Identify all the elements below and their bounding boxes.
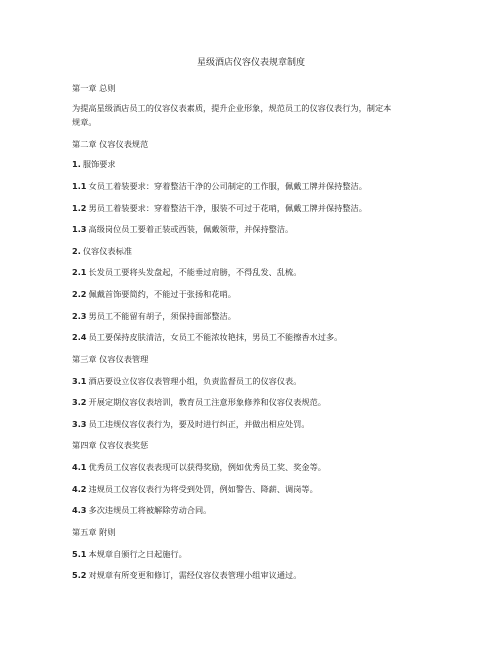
item-text: 高级岗位员工要着正装或西装，佩戴领带，并保持整洁。 — [88, 224, 294, 234]
list-item — [72, 418, 310, 430]
item-text: 酒店要设立仪容仪表管理小组，负责监督员工的仪容仪表。 — [88, 376, 302, 386]
item-number: 3.2 — [72, 397, 87, 407]
chapter-2-heading: 第二章 仪容仪表规范 — [72, 139, 149, 149]
item-number: 5.1 — [72, 549, 87, 559]
list-item — [72, 396, 326, 408]
section-number: 1. — [72, 159, 81, 169]
item-text: 本规章自颁行之日起施行。 — [88, 549, 187, 559]
chapter-3-heading: 第三章 仪容仪表管理 — [72, 354, 149, 364]
intro-line-1: 为提高星级酒店员工的仪容仪表素质，提升企业形象，规范员工的仪容仪表行为，制定本 — [72, 103, 392, 113]
item-text: 员工违规仪容仪表行为，要及时进行纠正，并做出相应处罚。 — [88, 419, 310, 429]
section-1-heading — [72, 158, 116, 170]
document-title: 星级酒店仪容仪表规章制度 — [196, 58, 305, 68]
item-text: 员工要保持皮肤清洁，女员工不能浓妆艳抹，男员工不能擦香水过多。 — [88, 332, 343, 342]
list-item — [72, 180, 367, 192]
section-number: 2. — [72, 246, 81, 256]
item-number: 1.2 — [72, 203, 87, 213]
section-2-heading — [72, 245, 132, 257]
item-number: 4.2 — [72, 484, 87, 494]
item-text: 女员工着装要求：穿着整洁干净的公司制定的工作服，佩戴工牌并保持整洁。 — [88, 181, 367, 191]
list-item — [72, 504, 211, 516]
chapter-5-heading: 第五章 附则 — [72, 527, 116, 537]
item-number: 2.1 — [72, 267, 87, 277]
item-text: 男员工不能留有胡子，须保持面部整洁。 — [88, 311, 236, 321]
item-text: 佩戴首饰要简约，不能过于张扬和花哨。 — [88, 289, 236, 299]
item-text: 长发员工要将头发盘起，不能垂过肩膀，不得乱发、乱梳。 — [88, 267, 302, 277]
item-number: 1.1 — [72, 181, 87, 191]
item-number: 2.4 — [72, 332, 87, 342]
item-number: 1.3 — [72, 224, 87, 234]
item-number: 3.1 — [72, 376, 87, 386]
list-item — [72, 310, 236, 322]
list-item — [72, 223, 293, 235]
item-number: 4.3 — [72, 505, 87, 515]
section-title: 仪容仪表标准 — [82, 246, 132, 256]
section-title: 服饰要求 — [82, 159, 116, 169]
chapter-4-heading: 第四章 仪容仪表奖惩 — [72, 440, 149, 450]
item-number: 2.3 — [72, 311, 87, 321]
list-item — [72, 483, 318, 495]
list-item — [72, 288, 236, 300]
item-number: 2.2 — [72, 289, 87, 299]
item-number: 3.3 — [72, 419, 87, 429]
item-number: 5.2 — [72, 570, 87, 580]
item-text: 多次违规员工将被解除劳动合同。 — [88, 505, 212, 515]
intro-line-2: 规章。 — [72, 117, 97, 127]
list-item — [72, 331, 342, 343]
list-item — [72, 202, 367, 214]
item-text: 男员工着装要求：穿着整洁干净，服装不可过于花哨，佩戴工牌并保持整洁。 — [88, 203, 367, 213]
item-text: 优秀员工仪容仪表表现可以获得奖励，例如优秀员工奖、奖金等。 — [88, 462, 326, 472]
chapter-1-heading: 第一章 总则 — [72, 83, 116, 93]
list-item — [72, 569, 301, 581]
item-text: 违规员工仪容仪表行为将受到处罚，例如警告、降薪、调岗等。 — [88, 484, 318, 494]
item-number: 4.1 — [72, 462, 87, 472]
item-text: 对规章有所变更和修订，需经仪容仪表管理小组审议通过。 — [88, 570, 302, 580]
list-item — [72, 266, 301, 278]
list-item — [72, 375, 301, 387]
list-item — [72, 548, 187, 560]
list-item — [72, 461, 326, 473]
item-text: 开展定期仪容仪表培训，教育员工注意形象修养和仪容仪表规范。 — [88, 397, 326, 407]
